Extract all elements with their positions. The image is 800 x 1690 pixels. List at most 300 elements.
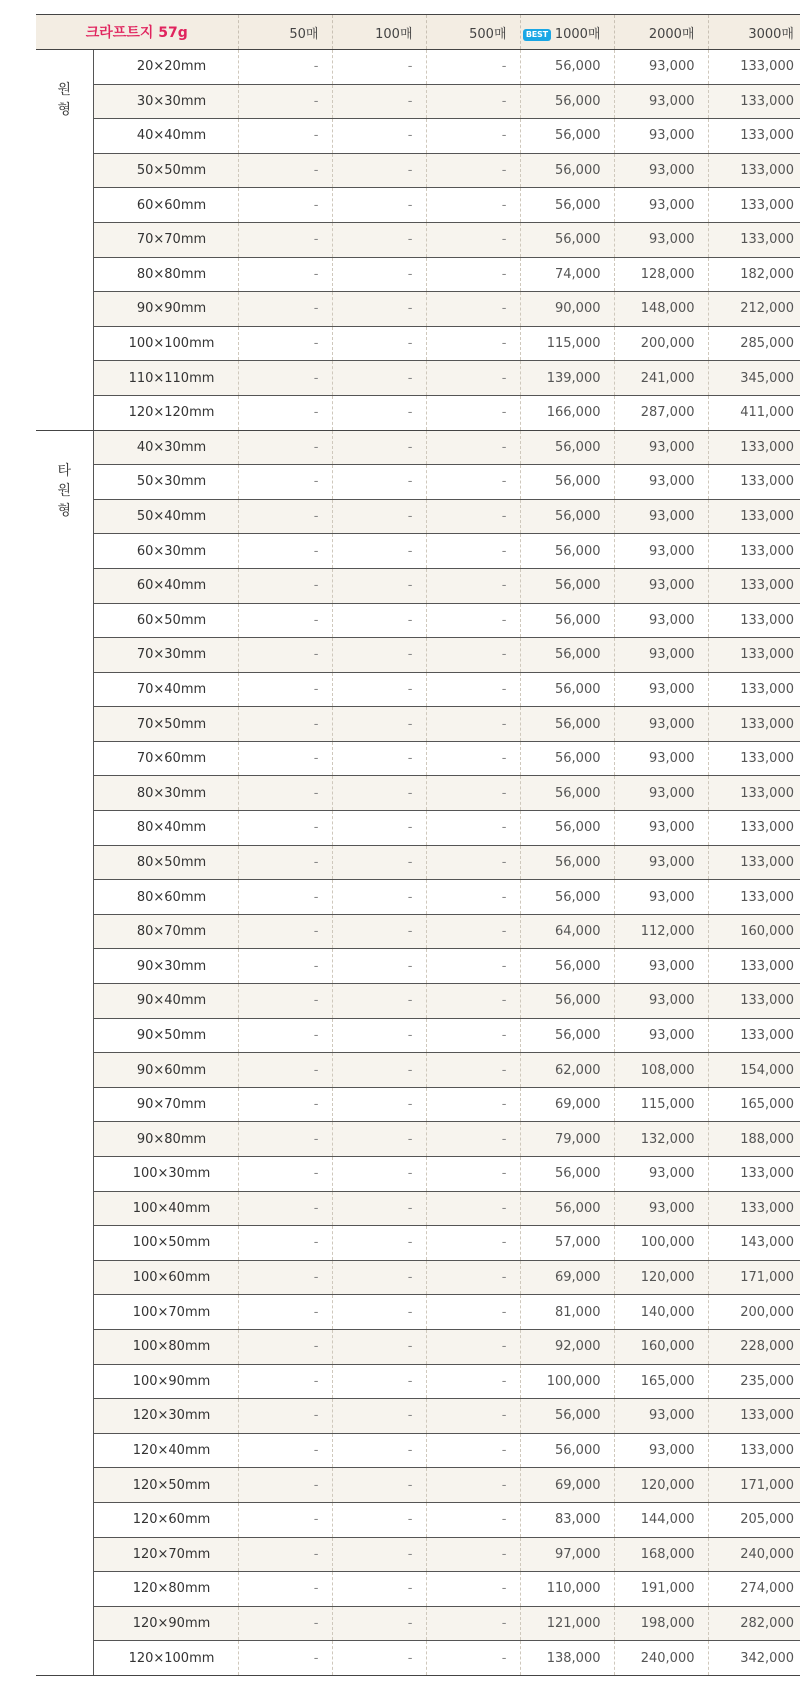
- price-cell: -: [332, 1606, 426, 1641]
- price-cell: 93,000: [614, 1157, 708, 1192]
- price-cell: -: [426, 811, 520, 846]
- price-cell: 93,000: [614, 188, 708, 223]
- price-cell: -: [332, 914, 426, 949]
- price-cell: 133,000: [708, 880, 800, 915]
- price-cell: -: [426, 257, 520, 292]
- price-cell: -: [332, 1537, 426, 1572]
- table-row: [36, 222, 800, 257]
- table-row: [36, 292, 800, 327]
- price-cell: -: [238, 1295, 332, 1330]
- header-qty-3: [426, 15, 520, 50]
- size-cell: 120×50mm: [93, 1468, 238, 1503]
- table-row: [36, 1226, 800, 1261]
- price-cell: -: [238, 395, 332, 430]
- price-cell: 93,000: [614, 499, 708, 534]
- size-cell: 90×60mm: [93, 1053, 238, 1088]
- price-cell: 168,000: [614, 1537, 708, 1572]
- price-cell: 133,000: [708, 984, 800, 1019]
- price-cell: -: [238, 568, 332, 603]
- size-cell: 90×50mm: [93, 1018, 238, 1053]
- table-row: [36, 534, 800, 569]
- table-row: [36, 1053, 800, 1088]
- price-cell: -: [332, 1087, 426, 1122]
- size-cell: 90×30mm: [93, 949, 238, 984]
- price-cell: 240,000: [614, 1641, 708, 1676]
- price-cell: 56,000: [520, 430, 614, 465]
- size-cell: 90×90mm: [93, 292, 238, 327]
- price-cell: -: [426, 1260, 520, 1295]
- price-cell: -: [332, 880, 426, 915]
- size-cell: 70×60mm: [93, 741, 238, 776]
- price-cell: 56,000: [520, 1399, 614, 1434]
- price-cell: -: [426, 1399, 520, 1434]
- price-cell: -: [426, 430, 520, 465]
- size-cell: 90×80mm: [93, 1122, 238, 1157]
- price-cell: -: [238, 1157, 332, 1192]
- header-row: [36, 15, 800, 50]
- price-cell: -: [332, 292, 426, 327]
- table-row: [36, 776, 800, 811]
- price-cell: -: [426, 361, 520, 396]
- price-cell: 56,000: [520, 50, 614, 85]
- price-cell: -: [332, 326, 426, 361]
- price-cell: 56,000: [520, 776, 614, 811]
- price-cell: 282,000: [708, 1606, 800, 1641]
- price-cell: 121,000: [520, 1606, 614, 1641]
- price-cell: 81,000: [520, 1295, 614, 1330]
- price-cell: 56,000: [520, 188, 614, 223]
- price-cell: -: [332, 430, 426, 465]
- table-row: [36, 395, 800, 430]
- table-row: [36, 741, 800, 776]
- price-cell: 100,000: [520, 1364, 614, 1399]
- header-qty-6: [708, 15, 800, 50]
- price-cell: 345,000: [708, 361, 800, 396]
- price-cell: -: [332, 1295, 426, 1330]
- price-cell: 56,000: [520, 845, 614, 880]
- price-cell: 133,000: [708, 430, 800, 465]
- price-cell: 56,000: [520, 741, 614, 776]
- paper-type-title: 크라프트지 57g: [36, 15, 238, 50]
- price-cell: 133,000: [708, 50, 800, 85]
- size-cell: 70×70mm: [93, 222, 238, 257]
- price-cell: -: [238, 880, 332, 915]
- price-cell: -: [426, 638, 520, 673]
- price-cell: 100,000: [614, 1226, 708, 1261]
- price-cell: -: [332, 1191, 426, 1226]
- price-cell: 171,000: [708, 1468, 800, 1503]
- price-cell: 133,000: [708, 465, 800, 500]
- size-cell: 100×70mm: [93, 1295, 238, 1330]
- price-cell: -: [426, 1433, 520, 1468]
- table-row: [36, 50, 800, 85]
- price-cell: 133,000: [708, 1157, 800, 1192]
- header-qty-4: [520, 15, 614, 50]
- header-qty-label: 500매: [469, 26, 507, 42]
- price-cell: 93,000: [614, 741, 708, 776]
- price-cell: 69,000: [520, 1260, 614, 1295]
- table-row: [36, 326, 800, 361]
- price-cell: -: [426, 1295, 520, 1330]
- price-cell: 90,000: [520, 292, 614, 327]
- price-cell: 93,000: [614, 84, 708, 119]
- price-cell: 56,000: [520, 811, 614, 846]
- table-body: [36, 50, 800, 1676]
- price-cell: -: [426, 1122, 520, 1157]
- price-cell: 198,000: [614, 1606, 708, 1641]
- size-cell: 100×80mm: [93, 1329, 238, 1364]
- header-qty-1: [238, 15, 332, 50]
- table-row: [36, 1191, 800, 1226]
- price-cell: 93,000: [614, 430, 708, 465]
- price-cell: -: [426, 1572, 520, 1607]
- price-cell: 56,000: [520, 672, 614, 707]
- table-row: [36, 84, 800, 119]
- price-cell: 133,000: [708, 603, 800, 638]
- price-cell: 132,000: [614, 1122, 708, 1157]
- price-cell: 56,000: [520, 1191, 614, 1226]
- price-cell: 93,000: [614, 984, 708, 1019]
- price-cell: 133,000: [708, 534, 800, 569]
- price-cell: 74,000: [520, 257, 614, 292]
- price-cell: -: [238, 188, 332, 223]
- price-cell: 191,000: [614, 1572, 708, 1607]
- price-cell: -: [332, 811, 426, 846]
- price-cell: 138,000: [520, 1641, 614, 1676]
- table-row: [36, 1433, 800, 1468]
- price-cell: -: [238, 153, 332, 188]
- price-cell: 133,000: [708, 222, 800, 257]
- price-cell: -: [238, 776, 332, 811]
- price-cell: 56,000: [520, 1157, 614, 1192]
- price-cell: 287,000: [614, 395, 708, 430]
- price-cell: -: [426, 776, 520, 811]
- price-cell: -: [238, 1433, 332, 1468]
- size-cell: 120×40mm: [93, 1433, 238, 1468]
- header-qty-2: [332, 15, 426, 50]
- price-table: [36, 14, 800, 1676]
- price-cell: 154,000: [708, 1053, 800, 1088]
- price-cell: -: [238, 1468, 332, 1503]
- size-cell: 30×30mm: [93, 84, 238, 119]
- table-row: [36, 1157, 800, 1192]
- price-cell: 93,000: [614, 1018, 708, 1053]
- size-cell: 120×60mm: [93, 1502, 238, 1537]
- price-cell: 115,000: [520, 326, 614, 361]
- price-cell: -: [426, 707, 520, 742]
- price-cell: 93,000: [614, 222, 708, 257]
- price-cell: -: [426, 119, 520, 154]
- price-cell: 93,000: [614, 50, 708, 85]
- price-cell: 133,000: [708, 84, 800, 119]
- size-cell: 40×40mm: [93, 119, 238, 154]
- price-cell: -: [426, 914, 520, 949]
- price-cell: -: [426, 499, 520, 534]
- shape-group-label: [36, 50, 93, 431]
- table-row: [36, 1329, 800, 1364]
- price-cell: -: [426, 1157, 520, 1192]
- table-row: [36, 914, 800, 949]
- price-cell: 133,000: [708, 1433, 800, 1468]
- price-cell: -: [426, 1018, 520, 1053]
- table-row: [36, 499, 800, 534]
- price-cell: 139,000: [520, 361, 614, 396]
- table-row: [36, 153, 800, 188]
- size-cell: 100×40mm: [93, 1191, 238, 1226]
- price-cell: 56,000: [520, 568, 614, 603]
- price-cell: 171,000: [708, 1260, 800, 1295]
- table-row: [36, 1364, 800, 1399]
- price-cell: 56,000: [520, 153, 614, 188]
- price-cell: -: [426, 292, 520, 327]
- price-cell: -: [238, 84, 332, 119]
- price-cell: -: [238, 845, 332, 880]
- price-cell: -: [238, 50, 332, 85]
- price-cell: -: [238, 1053, 332, 1088]
- price-cell: -: [332, 603, 426, 638]
- size-cell: 70×40mm: [93, 672, 238, 707]
- price-cell: -: [426, 568, 520, 603]
- price-cell: 79,000: [520, 1122, 614, 1157]
- price-cell: 133,000: [708, 811, 800, 846]
- price-cell: 56,000: [520, 949, 614, 984]
- price-cell: 274,000: [708, 1572, 800, 1607]
- shape-group-name: 원형: [57, 82, 72, 118]
- price-cell: -: [332, 257, 426, 292]
- price-cell: -: [238, 465, 332, 500]
- price-cell: 120,000: [614, 1260, 708, 1295]
- price-cell: 83,000: [520, 1502, 614, 1537]
- size-cell: 60×50mm: [93, 603, 238, 638]
- price-cell: -: [332, 1399, 426, 1434]
- table-row: [36, 1087, 800, 1122]
- price-cell: -: [332, 1433, 426, 1468]
- price-cell: 120,000: [614, 1468, 708, 1503]
- price-cell: 108,000: [614, 1053, 708, 1088]
- price-cell: -: [238, 1399, 332, 1434]
- table-row: [36, 845, 800, 880]
- price-cell: -: [238, 119, 332, 154]
- price-cell: -: [332, 1260, 426, 1295]
- price-cell: -: [426, 672, 520, 707]
- price-cell: 212,000: [708, 292, 800, 327]
- price-cell: 93,000: [614, 1399, 708, 1434]
- price-cell: 240,000: [708, 1537, 800, 1572]
- price-cell: 56,000: [520, 1433, 614, 1468]
- table-row: [36, 188, 800, 223]
- size-cell: 60×30mm: [93, 534, 238, 569]
- table-row: [36, 707, 800, 742]
- size-cell: 120×80mm: [93, 1572, 238, 1607]
- price-cell: -: [238, 326, 332, 361]
- size-cell: 60×60mm: [93, 188, 238, 223]
- price-cell: -: [426, 603, 520, 638]
- price-cell: -: [238, 1087, 332, 1122]
- price-cell: -: [332, 638, 426, 673]
- price-cell: -: [238, 1364, 332, 1399]
- price-cell: -: [332, 119, 426, 154]
- price-cell: -: [238, 949, 332, 984]
- price-cell: 93,000: [614, 638, 708, 673]
- price-cell: 93,000: [614, 845, 708, 880]
- header-qty-label: 3000매: [748, 26, 794, 42]
- price-cell: 133,000: [708, 672, 800, 707]
- header-qty-label: 100매: [375, 26, 413, 42]
- price-cell: 93,000: [614, 776, 708, 811]
- price-cell: -: [426, 1468, 520, 1503]
- price-cell: -: [332, 776, 426, 811]
- price-cell: -: [426, 534, 520, 569]
- price-cell: 165,000: [614, 1364, 708, 1399]
- size-cell: 80×60mm: [93, 880, 238, 915]
- price-cell: 133,000: [708, 845, 800, 880]
- price-cell: -: [332, 1157, 426, 1192]
- price-cell: -: [332, 845, 426, 880]
- price-cell: 56,000: [520, 1018, 614, 1053]
- size-cell: 80×50mm: [93, 845, 238, 880]
- table-row: [36, 1018, 800, 1053]
- price-cell: 133,000: [708, 776, 800, 811]
- size-cell: 100×50mm: [93, 1226, 238, 1261]
- price-cell: 200,000: [614, 326, 708, 361]
- price-cell: -: [238, 499, 332, 534]
- price-cell: -: [238, 222, 332, 257]
- price-cell: -: [238, 1260, 332, 1295]
- price-cell: -: [238, 430, 332, 465]
- price-cell: 241,000: [614, 361, 708, 396]
- price-cell: 133,000: [708, 153, 800, 188]
- price-cell: -: [238, 1641, 332, 1676]
- price-cell: -: [426, 880, 520, 915]
- price-cell: 133,000: [708, 1191, 800, 1226]
- price-cell: 160,000: [708, 914, 800, 949]
- table-row: [36, 1260, 800, 1295]
- price-cell: -: [238, 534, 332, 569]
- price-cell: 133,000: [708, 188, 800, 223]
- price-cell: 56,000: [520, 465, 614, 500]
- size-cell: 50×40mm: [93, 499, 238, 534]
- size-cell: 70×30mm: [93, 638, 238, 673]
- price-cell: 56,000: [520, 638, 614, 673]
- price-cell: 93,000: [614, 811, 708, 846]
- price-cell: -: [332, 1018, 426, 1053]
- size-cell: 90×70mm: [93, 1087, 238, 1122]
- size-cell: 80×80mm: [93, 257, 238, 292]
- size-cell: 60×40mm: [93, 568, 238, 603]
- table-row: [36, 603, 800, 638]
- price-cell: -: [426, 984, 520, 1019]
- price-cell: -: [332, 188, 426, 223]
- shape-group-label: [36, 430, 93, 1675]
- price-cell: 285,000: [708, 326, 800, 361]
- size-cell: 110×110mm: [93, 361, 238, 396]
- price-cell: -: [426, 395, 520, 430]
- price-cell: -: [238, 1572, 332, 1607]
- price-cell: 133,000: [708, 741, 800, 776]
- price-cell: -: [426, 1329, 520, 1364]
- size-cell: 120×120mm: [93, 395, 238, 430]
- price-cell: -: [332, 361, 426, 396]
- price-cell: -: [426, 741, 520, 776]
- header-qty-5: [614, 15, 708, 50]
- table-row: [36, 1399, 800, 1434]
- price-cell: 182,000: [708, 257, 800, 292]
- size-cell: 120×70mm: [93, 1537, 238, 1572]
- header-qty-label: 50매: [289, 26, 319, 42]
- price-cell: 133,000: [708, 1399, 800, 1434]
- price-cell: -: [332, 741, 426, 776]
- price-cell: -: [238, 1122, 332, 1157]
- price-cell: -: [238, 1606, 332, 1641]
- table-row: [36, 811, 800, 846]
- header-qty-label: 1000매: [554, 26, 601, 42]
- size-cell: 80×70mm: [93, 914, 238, 949]
- price-cell: 133,000: [708, 949, 800, 984]
- size-cell: 50×50mm: [93, 153, 238, 188]
- price-table-container: [36, 14, 794, 1676]
- price-cell: 342,000: [708, 1641, 800, 1676]
- price-cell: -: [332, 568, 426, 603]
- price-cell: -: [426, 1502, 520, 1537]
- price-cell: 69,000: [520, 1468, 614, 1503]
- price-cell: 166,000: [520, 395, 614, 430]
- price-cell: -: [426, 153, 520, 188]
- price-cell: -: [426, 326, 520, 361]
- price-cell: -: [426, 222, 520, 257]
- price-cell: -: [238, 672, 332, 707]
- table-row: [36, 430, 800, 465]
- price-cell: 64,000: [520, 914, 614, 949]
- table-row: [36, 257, 800, 292]
- price-cell: -: [426, 949, 520, 984]
- price-cell: -: [238, 1329, 332, 1364]
- price-cell: 93,000: [614, 1433, 708, 1468]
- price-cell: 188,000: [708, 1122, 800, 1157]
- table-row: [36, 880, 800, 915]
- price-cell: -: [332, 465, 426, 500]
- size-cell: 80×30mm: [93, 776, 238, 811]
- price-cell: -: [238, 1537, 332, 1572]
- price-cell: 56,000: [520, 603, 614, 638]
- price-cell: -: [426, 188, 520, 223]
- price-cell: 93,000: [614, 465, 708, 500]
- table-row: [36, 1468, 800, 1503]
- price-cell: 133,000: [708, 119, 800, 154]
- price-cell: 92,000: [520, 1329, 614, 1364]
- price-cell: 133,000: [708, 707, 800, 742]
- price-cell: -: [332, 984, 426, 1019]
- price-cell: 148,000: [614, 292, 708, 327]
- price-cell: -: [426, 1537, 520, 1572]
- price-cell: 93,000: [614, 672, 708, 707]
- price-cell: 93,000: [614, 603, 708, 638]
- price-cell: -: [332, 1364, 426, 1399]
- price-cell: 56,000: [520, 499, 614, 534]
- table-row: [36, 949, 800, 984]
- price-cell: 235,000: [708, 1364, 800, 1399]
- price-cell: -: [332, 1641, 426, 1676]
- price-cell: 93,000: [614, 534, 708, 569]
- size-cell: 80×40mm: [93, 811, 238, 846]
- size-cell: 120×30mm: [93, 1399, 238, 1434]
- table-row: [36, 1295, 800, 1330]
- price-cell: -: [426, 1641, 520, 1676]
- price-cell: -: [332, 1329, 426, 1364]
- price-cell: -: [332, 153, 426, 188]
- size-cell: 120×90mm: [93, 1606, 238, 1641]
- table-row: [36, 465, 800, 500]
- price-cell: -: [426, 1191, 520, 1226]
